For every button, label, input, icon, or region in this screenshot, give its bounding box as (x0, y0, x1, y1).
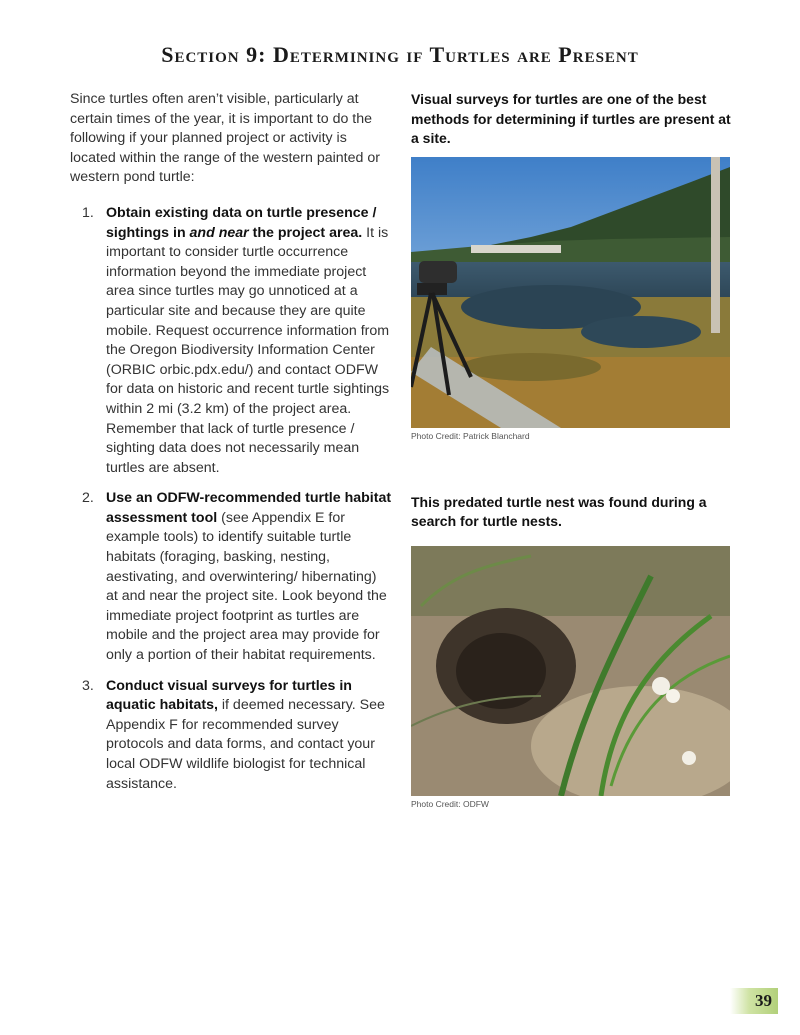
photo-credit: Photo Credit: Patrick Blanchard (411, 430, 530, 441)
list-item (70, 204, 392, 478)
list-item (70, 677, 392, 795)
step-heading: Obtain existing data on turtle presence / sightings in and near the project area. (106, 204, 377, 241)
list-number: 2. (82, 490, 94, 507)
step-heading: Use an ODFW-recommended turtle habitat assessment tool (106, 490, 392, 526)
list-number: 1. (82, 204, 94, 221)
steps-list (70, 204, 392, 794)
intro-paragraph: Since turtles often aren’t visible, particularly at certain times of the year, it is important to do the following if your planned project or activity is located within the range of the western painted or western pond turtle: (70, 91, 380, 186)
step-heading: Conduct visual surveys for turtles in aquatic habitats, (106, 677, 352, 714)
list-item (70, 489, 392, 665)
photo-credit: Photo Credit: ODFW (411, 798, 489, 809)
right-column (411, 90, 731, 809)
turtle-nest-photo (411, 546, 730, 796)
step-text: It is important to consider turtle occurrence information beyond the immediate project area since turtles may go unnoticed at a particular site and because they are quite mobile. Request occurrence information from the Oregon Biodiversity Information Center (ORBIC orbic.pdx.edu/) and contact ODFW for data on historic and recent turtle sightings within 2 mi (3.2 km) of the project area. Remember that lack of turtle presence / sighting data does not necessarily mean turtles are absent. (106, 224, 390, 476)
step-text: if deemed necessary. See Appendix F for recommended survey protocols and data forms, and contact your local ODFW wildlife biologist for technical assistance. (106, 697, 385, 792)
list-number: 3. (82, 677, 94, 694)
figure-caption: Visual surveys for turtles are one of the best methods for determining if turtles are present at a site. (411, 91, 731, 146)
wetland-survey-photo (411, 157, 730, 428)
left-column (70, 90, 392, 805)
figure-caption: This predated turtle nest was found during a search for turtle nests. (411, 493, 707, 529)
page-title: Section 9: Determining if Turtles are Present (161, 42, 639, 67)
page-number: 39 (730, 988, 778, 1014)
step-text: (see Appendix E for example tools) to identify suitable turtle habitats (foraging, basking, nesting, aestivating, and overwintering/ hibernating) at and near the project site. Look beyond the immediate project footprint as turtles are mobile and the project area may provide for only a portion of their habitat requirements. (106, 509, 387, 664)
